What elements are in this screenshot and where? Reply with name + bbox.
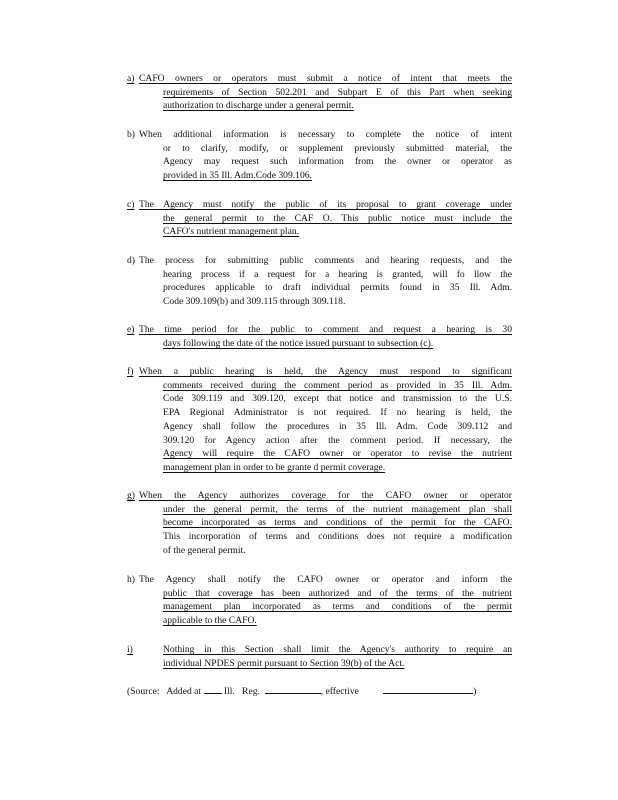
section-label: b)	[127, 129, 135, 140]
section-line: of the general permit.	[163, 544, 246, 556]
blank-line	[265, 684, 321, 694]
section-label: d)	[127, 255, 135, 266]
section-a	[127, 72, 512, 113]
section-line: requirements of Section 502.201 and Subpart E of this Part when seeking	[163, 86, 512, 98]
section-line: 309.120 for Agency action after the comment period. If necessary, the	[163, 434, 512, 446]
blank-line	[204, 684, 222, 694]
source-reg: Reg.	[242, 686, 260, 697]
section-line: hearing process if a request for a hearing is granted, will fo llow the	[163, 268, 512, 280]
section-line: comments received during the comment period as provided in 35 Ill. Adm.	[163, 379, 512, 391]
section-b	[127, 128, 512, 183]
section-d	[127, 254, 512, 309]
section-c	[127, 198, 512, 239]
section-line: authorization to discharge under a general permit.	[163, 100, 354, 112]
section-label: c)	[127, 199, 135, 210]
section-line: When the Agency authorizes coverage for the CAFO owner or operator	[139, 490, 512, 501]
section-line: procedures applicable to draft individual permits found in 35 Ill. Adm.	[163, 282, 512, 294]
section-line: The Agency shall notify the CAFO owner or operator and inform the	[139, 574, 512, 585]
section-line: become incorporated as terms and conditions of the permit for the CAFO.	[163, 517, 512, 529]
section-line: CAFO's nutrient management plan.	[163, 226, 300, 238]
source-suffix: )	[473, 686, 477, 697]
source-added: Added at	[166, 686, 202, 697]
section-line: Agency will require the CAFO owner or operator to revise the nutrient	[163, 448, 512, 460]
section-line: The Agency must notify the public of its proposal to grant coverage under	[139, 199, 512, 210]
section-line: When additional information is necessary to complete the notice of intent	[139, 129, 512, 140]
section-line: This incorporation of terms and conditions does not require a modification	[163, 531, 512, 543]
source-note	[127, 684, 477, 699]
section-line: Agency may request such information from the owner or operator as	[163, 156, 512, 168]
section-line: CAFO owners or operators must submit a notice of intent that meets the	[139, 73, 512, 84]
section-line: public that coverage has been authorized and of the terms of the nutrient	[163, 587, 512, 599]
section-line: management plan incorporated as terms and conditions of the permit	[163, 601, 512, 613]
section-g	[127, 489, 512, 558]
section-i	[127, 643, 512, 670]
section-line: individual NPDES permit pursuant to Section 39(b) of the Act.	[163, 657, 405, 669]
source-effective: , effective	[320, 686, 359, 697]
section-line: EPA Regional Administrator is not required. If no hearing is held, the	[163, 407, 512, 419]
section-line: The time period for the public to comment and request a hearing is 30	[139, 324, 512, 335]
section-f	[127, 365, 512, 475]
section-line: Code 309.119 and 309.120, except that notice and transmission to the U.S.	[163, 393, 512, 405]
section-label: h)	[127, 574, 135, 585]
section-line: Nothing in this Section shall limit the Agency's authority to require an	[163, 644, 512, 655]
section-line: When a public hearing is held, the Agency must respond to significant	[139, 366, 512, 377]
section-label: e)	[127, 324, 135, 335]
blank-line	[383, 684, 473, 694]
section-line: the general permit to the CAF O. This public notice must include the	[163, 212, 512, 224]
section-h	[127, 573, 512, 628]
source-prefix: (Source:	[127, 686, 160, 697]
section-line: Agency shall follow the procedures in 35 Ill. Adm. Code 309.112 and	[163, 420, 512, 432]
section-line: days following the date of the notice issued pursuant to subsection (c).	[163, 337, 434, 349]
section-label: i)	[127, 644, 133, 655]
section-line: The process for submitting public comments and hearing requests, and the	[139, 255, 512, 266]
section-label: g)	[127, 490, 135, 501]
section-line: provided in 35 Ill. Adm.Code 309.106.	[163, 170, 312, 182]
section-label: f)	[127, 366, 134, 377]
section-line: applicable to the CAFO.	[163, 615, 257, 627]
section-line: or to clarify, modify, or supplement previously submitted material, the	[163, 142, 512, 154]
section-line: under the general permit, the terms of the nutrient management plan shall	[163, 503, 512, 515]
section-line: Code 309.109(b) and 309.115 through 309.118.	[163, 296, 346, 308]
section-line: management plan in order to be grante d permit coverage.	[163, 461, 386, 473]
section-label: a)	[127, 73, 135, 84]
section-e	[127, 323, 512, 350]
source-ill: Ill.	[223, 686, 235, 697]
